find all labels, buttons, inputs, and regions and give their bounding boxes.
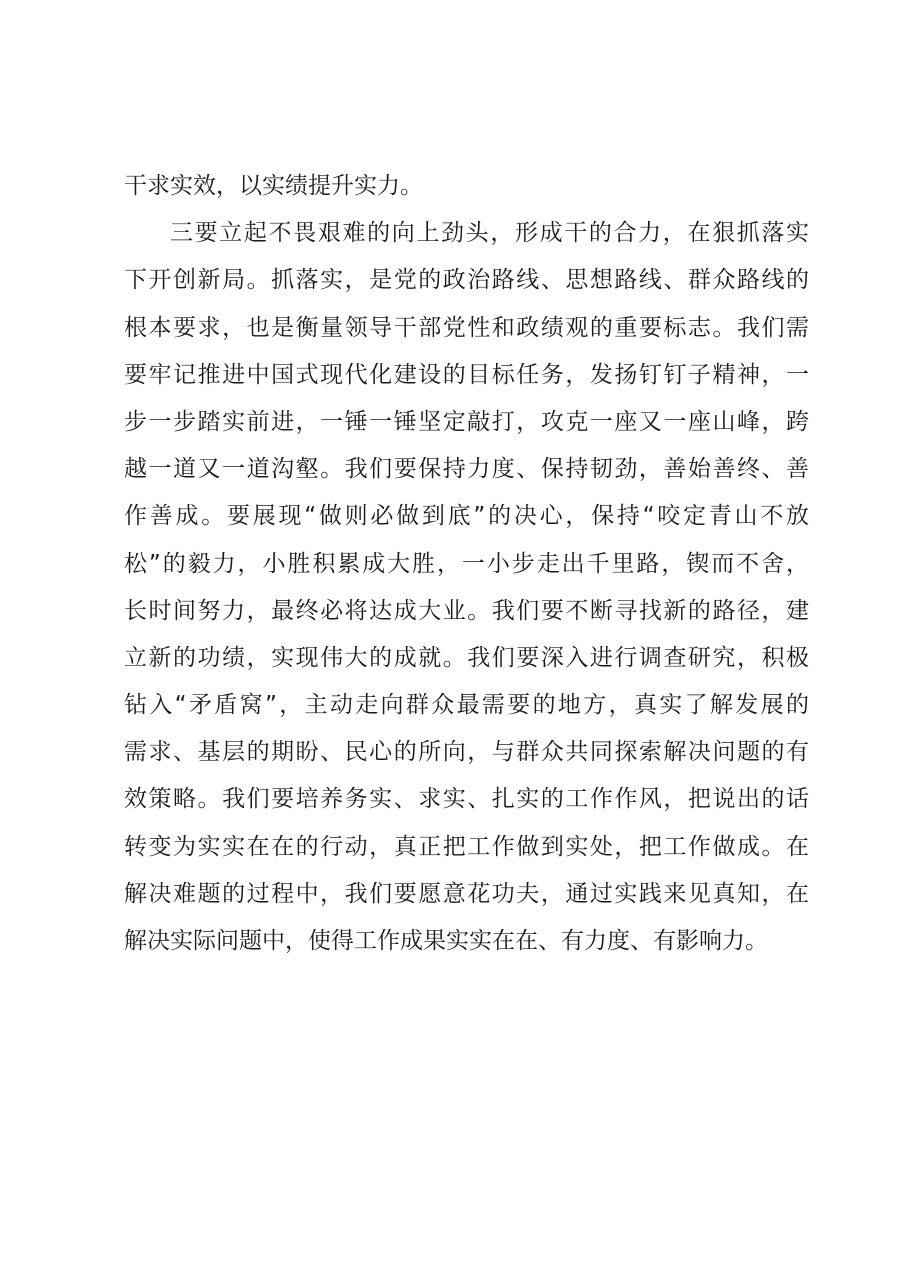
paragraph-line: 根本要求，也是衡量领导干部党性和政绩观的重要标志。我们需 <box>124 314 809 341</box>
paragraph-line: 需求、基层的期盼、民心的所向，与群众共同探索解决问题的有 <box>124 739 809 766</box>
paragraph-line: 干求实效，以实绩提升实力。 <box>124 173 423 199</box>
paragraph-line: 要牢记推进中国式现代化建设的目标任务，发扬钉钉子精神，一 <box>124 361 809 388</box>
paragraph-line: 长时间努力，最终必将达成大业。我们要不断寻找新的路径，建 <box>124 597 809 624</box>
paragraph-line: 下开创新局。抓落实，是党的政治路线、思想路线、群众路线的 <box>124 267 809 294</box>
paragraph-line: 钻入“矛盾窝”，主动走向群众最需要的地方，真实了解发展的 <box>124 692 809 719</box>
paragraph-line: 三要立起不畏艰难的向上劲头，形成干的合力，在狠抓落实 <box>170 220 809 247</box>
body-text <box>124 163 809 965</box>
paragraph-line: 立新的功绩，实现伟大的成就。我们要深入进行调查研究，积极 <box>124 644 809 671</box>
paragraph-line: 解决实际问题中，使得工作成果实实在在、有力度、有影响力。 <box>124 928 768 954</box>
paragraph-line: 作善成。要展现“做则必做到底”的决心，保持“咬定青山不放 <box>124 503 809 530</box>
paragraph-line: 转变为实实在在的行动，真正把工作做到实处，把工作做成。在 <box>124 833 809 860</box>
paragraph-line: 步一步踏实前进，一锤一锤坚定敲打，攻克一座又一座山峰，跨 <box>124 408 809 435</box>
paragraph-line: 越一道又一道沟壑。我们要保持力度、保持韧劲，善始善终、善 <box>124 456 809 483</box>
paragraph-line: 解决难题的过程中，我们要愿意花功夫，通过实践来见真知，在 <box>124 880 809 907</box>
paragraph-line: 松”的毅力，小胜积累成大胜，一小步走出千里路，锲而不舍， <box>124 550 809 577</box>
paragraph-line: 效策略。我们要培养务实、求实、扎实的工作作风，把说出的话 <box>124 786 809 813</box>
